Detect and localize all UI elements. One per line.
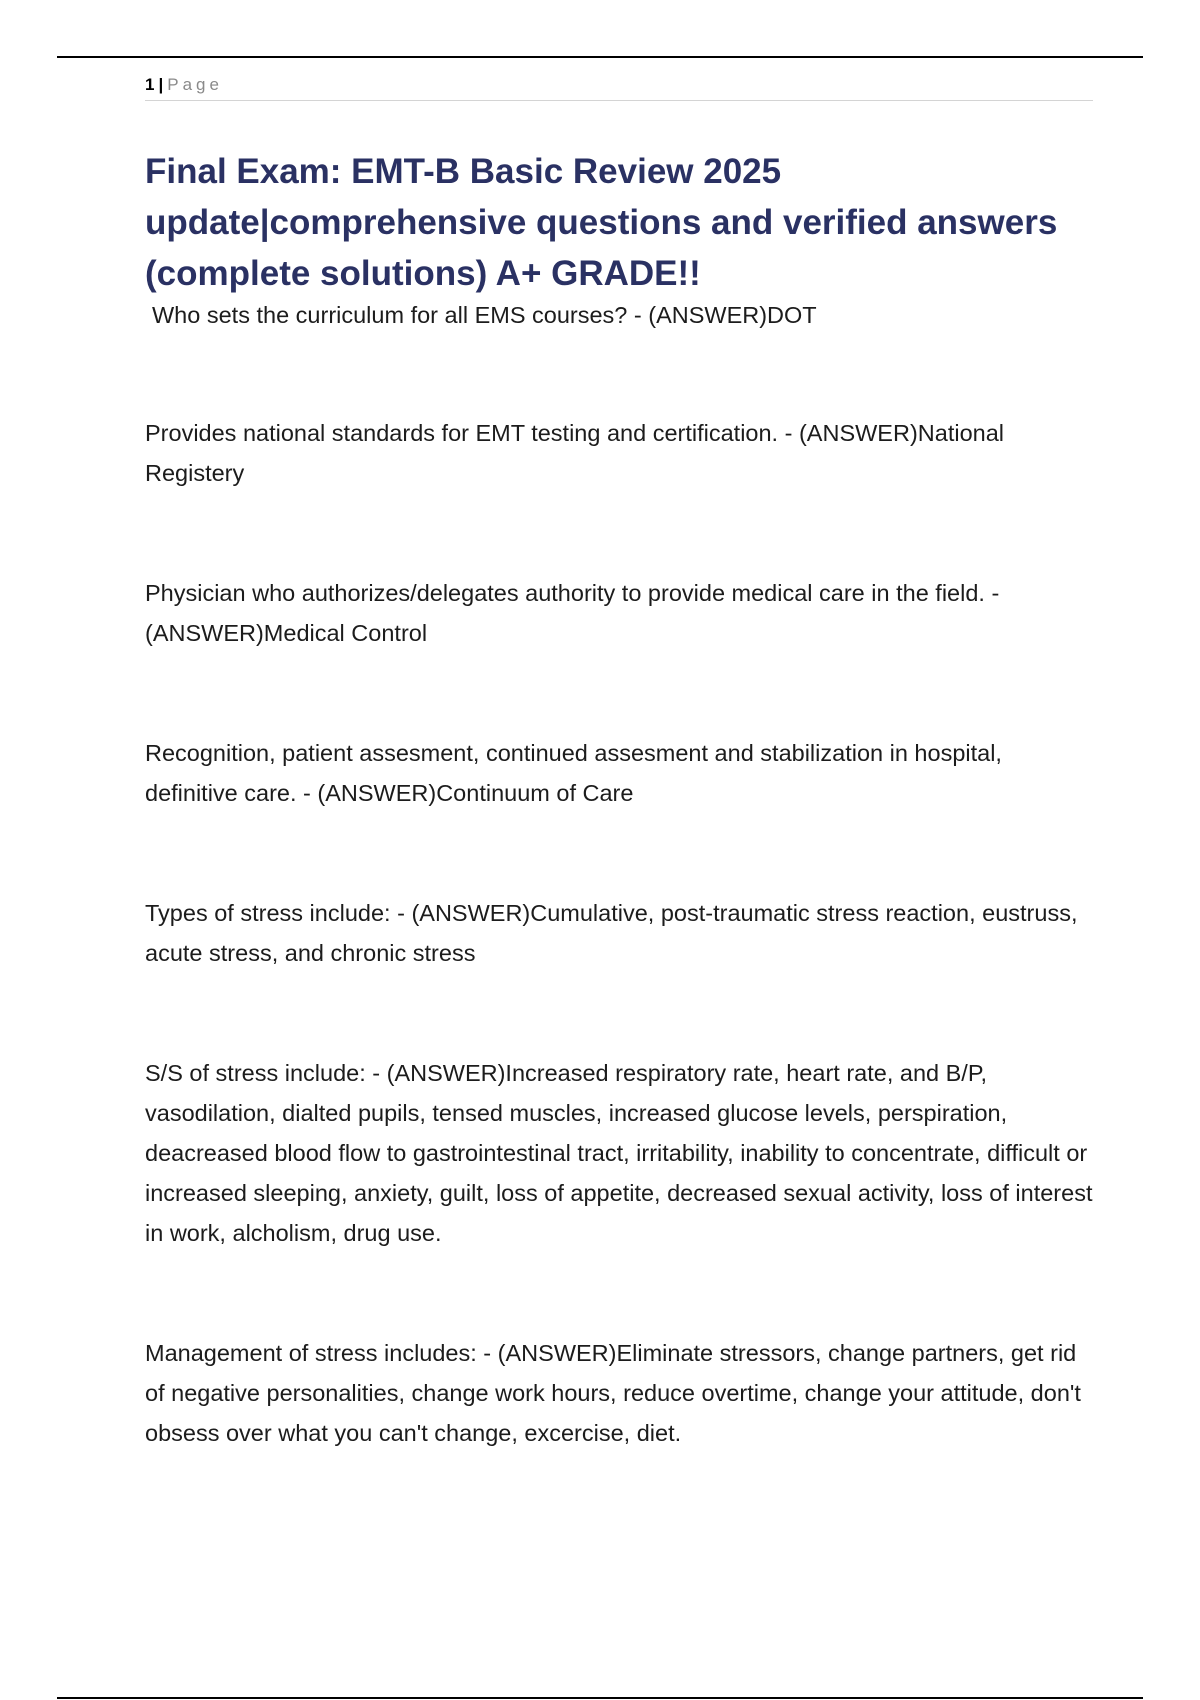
answer-text: (ANSWER)Continuum of Care xyxy=(317,780,634,806)
question-text: Physician who authorizes/delegates authority to provide medical care in the field. - xyxy=(145,580,1000,606)
page-header xyxy=(145,74,1093,101)
question-text: Management of stress includes: - xyxy=(145,1340,498,1366)
question-text: S/S of stress include: - xyxy=(145,1060,387,1086)
qa-list xyxy=(145,295,1100,1533)
answer-text: (ANSWER)Eliminate stressors, change partners, get rid of negative personalities, change work hours, reduce overtime, change your attitude, don't obsess over what you can't change, excercise, diet. xyxy=(145,1340,1081,1446)
question-text: Recognition, patient assesment, continued assesment and stabilization in hospital, definitive care. - xyxy=(145,740,1002,806)
page-separator: | xyxy=(158,75,164,94)
bottom-rule xyxy=(57,1697,1143,1699)
qa-item xyxy=(145,893,1100,973)
qa-item xyxy=(145,1333,1100,1453)
top-rule xyxy=(57,56,1143,58)
qa-item xyxy=(145,413,1100,493)
answer-text: (ANSWER)Cumulative, post-traumatic stress reaction, eustruss, acute stress, and chronic stress xyxy=(145,900,1078,966)
qa-item xyxy=(145,733,1100,813)
answer-text: (ANSWER)National Registery xyxy=(145,420,1005,486)
answer-text: (ANSWER)DOT xyxy=(648,302,817,328)
qa-item xyxy=(145,1053,1100,1253)
question-text: Types of stress include: - xyxy=(145,900,412,926)
page-number: 1 xyxy=(145,75,155,94)
qa-item xyxy=(145,573,1100,653)
answer-text: (ANSWER)Medical Control xyxy=(145,620,428,646)
question-text: Provides national standards for EMT testing and certification. - xyxy=(145,420,799,446)
document-title: Final Exam: EMT-B Basic Review 2025 update|comprehensive questions and verified answers (complete solutions) A+ GRADE!! xyxy=(145,152,1058,293)
question-text: Who sets the curriculum for all EMS courses? - xyxy=(152,302,649,328)
answer-text: (ANSWER)Increased respiratory rate, heart rate, and B/P, vasodilation, dialted pupils, tensed muscles, increased glucose levels, perspiration, deacreased blood flow to gastrointestinal tract, irritability, inability to concentrate, difficult or increased sleeping, anxiety, guilt, loss of appetite, decreased sexual activity, loss of interest in work, alcholism, drug use. xyxy=(145,1060,1093,1246)
page-label: Page xyxy=(167,75,223,94)
qa-item xyxy=(145,295,1100,335)
